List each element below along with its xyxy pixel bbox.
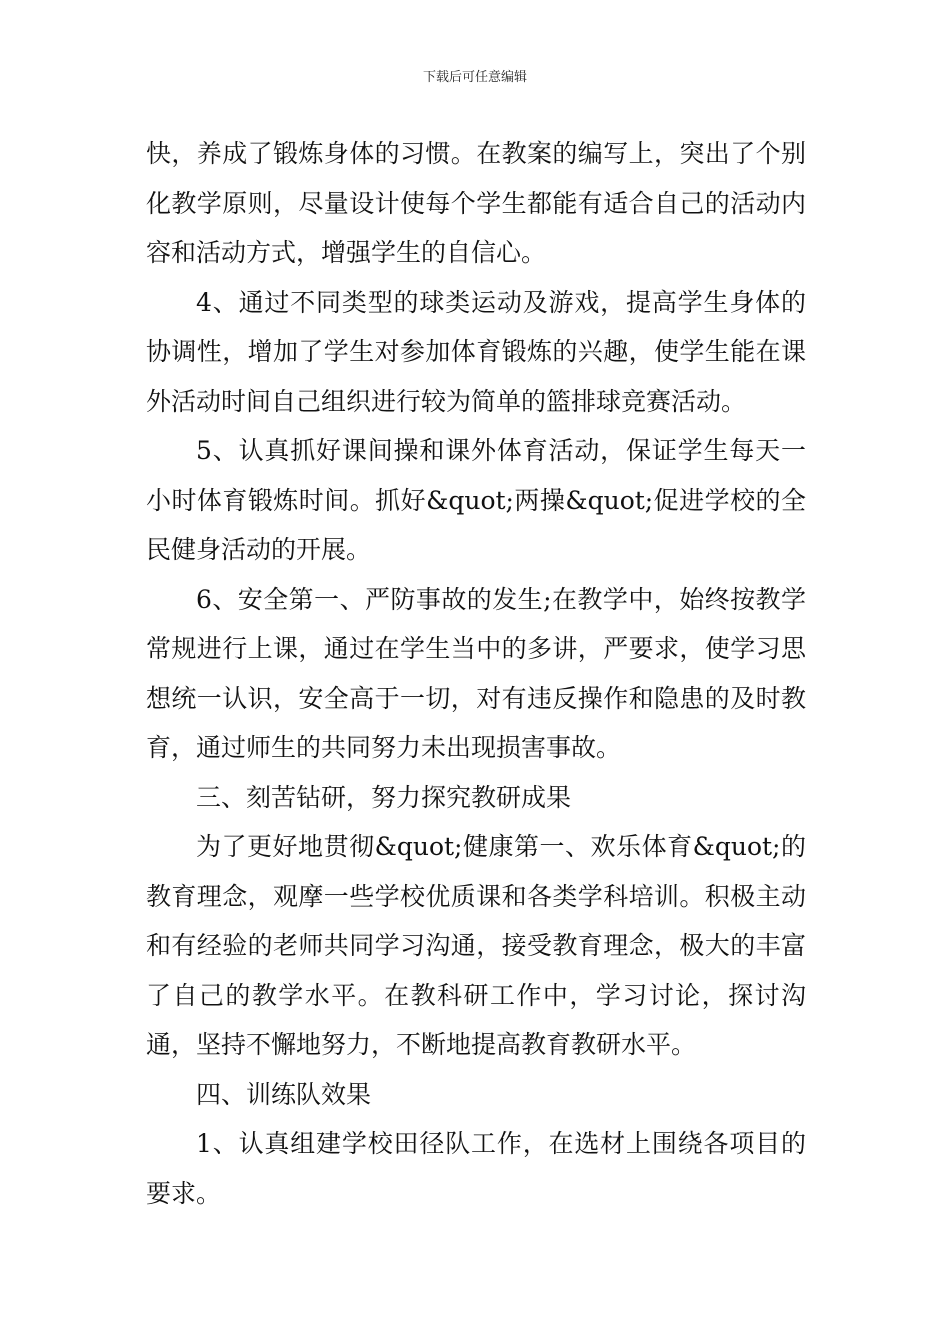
section-heading: 四、训练队效果 bbox=[196, 1079, 372, 1109]
paragraph: 6、安全第一、严防事故的发生;在教学中，始终按教学常规进行上课，通过在学生当中的多讲，严要求，使学习思想统一认识，安全高于一切，对有违反操作和隐患的及时教育，通过师生的共同努力未出现损害事故。 bbox=[146, 584, 806, 762]
paragraph: 4、通过不同类型的球类运动及游戏，提高学生身体的协调性，增加了学生对参加体育锻炼的兴趣，使学生能在课外活动时间自己组织进行较为简单的篮排球竞赛活动。 bbox=[146, 287, 806, 416]
section-heading: 三、刻苦钻研，努力探究教研成果 bbox=[196, 782, 572, 812]
page-header-note: 下载后可任意编辑 bbox=[422, 70, 527, 85]
paragraph: 1、认真组建学校田径队工作，在选材上围绕各项目的要求。 bbox=[146, 1129, 806, 1208]
paragraph: 快，养成了锻炼身体的习惯。在教案的编写上，突出了个别化教学原则，尽量设计使每个学生都能有适合自己的活动内容和活动方式，增强学生的自信心。 bbox=[146, 139, 806, 267]
paragraph: 为了更好地贯彻&quot;健康第一、欢乐体育&quot;的教育理念，观摩一些学校优质课和各类学科培训。积极主动和有经验的老师共同学习沟通，接受教育理念，极大的丰富了自己的教学水平。在教科研工作中，学习讨论，探讨沟通，坚持不懈地努力，不断地提高教育教研水平。 bbox=[146, 832, 806, 1059]
document-body bbox=[146, 129, 806, 1218]
paragraph: 5、认真抓好课间操和课外体育活动，保证学生每天一小时体育锻炼时间。抓好&quot;两操&quot;促进学校的全民健身活动的开展。 bbox=[146, 436, 806, 564]
